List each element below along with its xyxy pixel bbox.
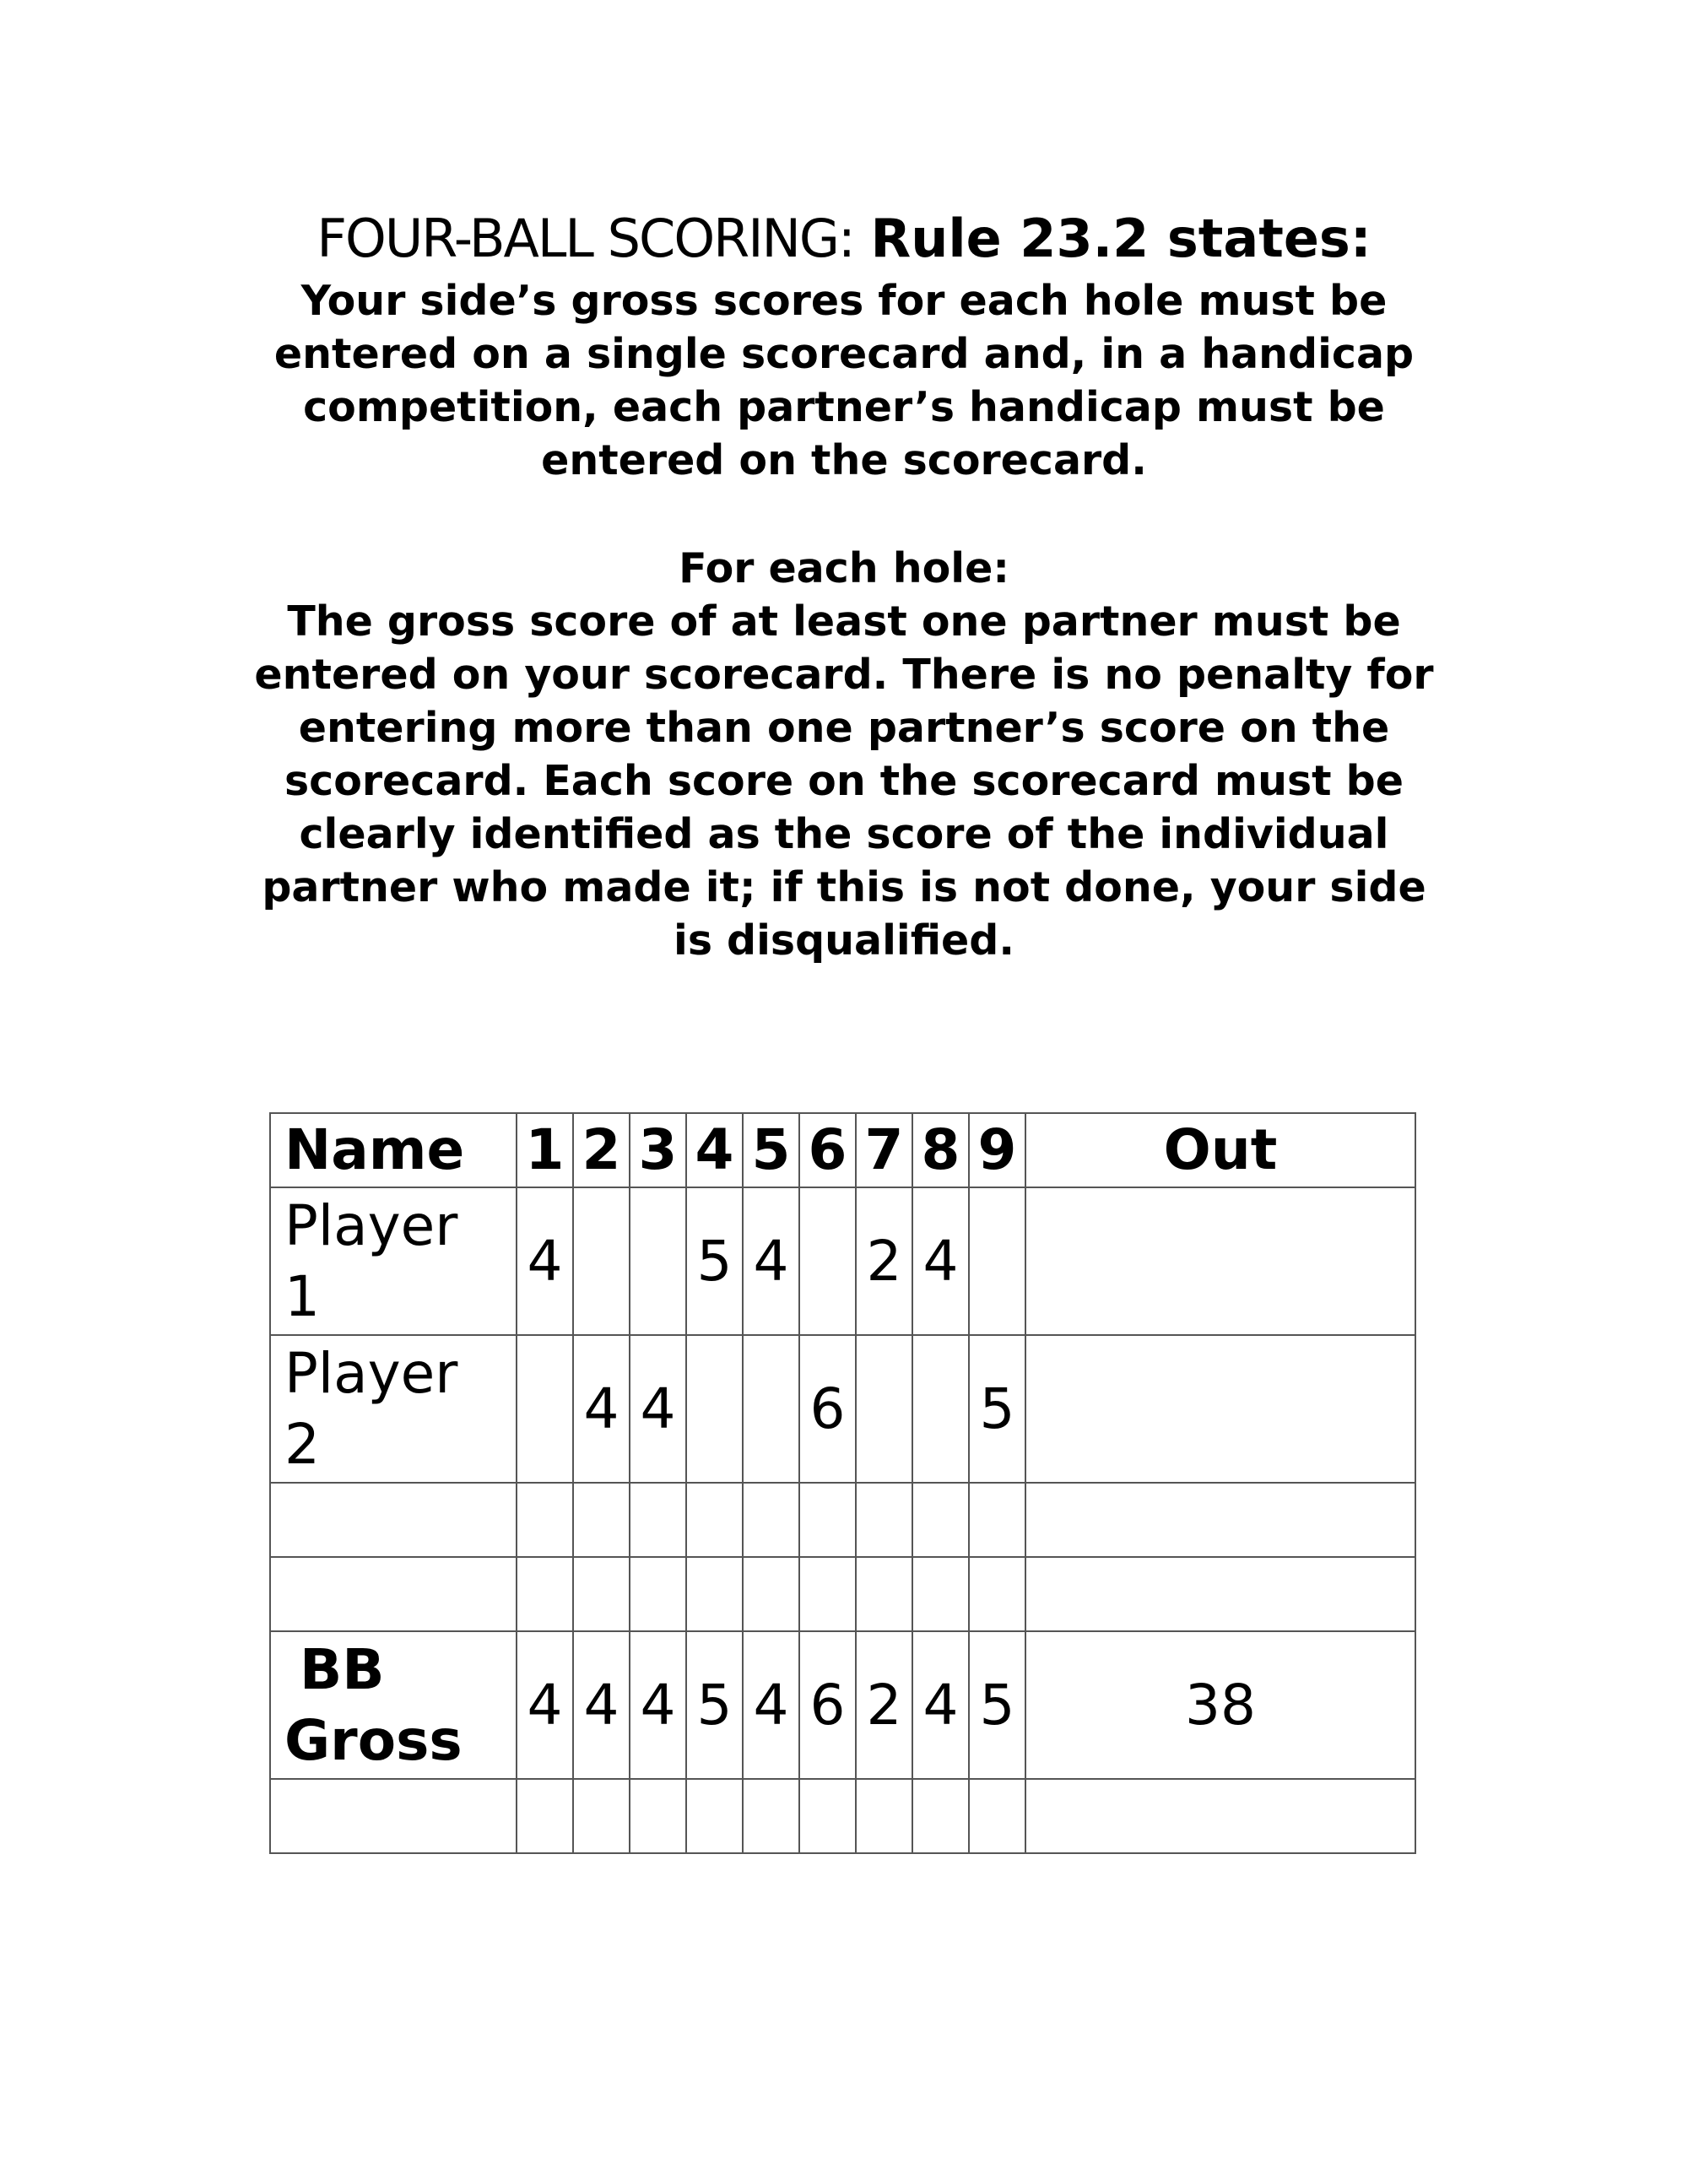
score-hole-7 — [856, 1557, 912, 1631]
title-lead: FOUR-BALL SCORING: — [316, 208, 854, 269]
header-hole-1: 1 — [517, 1113, 573, 1187]
score-hole-8 — [912, 1779, 969, 1853]
header-out: Out — [1025, 1113, 1415, 1187]
score-hole-6 — [799, 1187, 856, 1335]
score-hole-2: 4 — [573, 1631, 630, 1779]
score-hole-7: 2 — [856, 1187, 912, 1335]
scorecard-header-row — [270, 1113, 1415, 1187]
row-name-cell — [270, 1335, 517, 1483]
score-hole-3 — [630, 1483, 686, 1557]
score-hole-1: 4 — [517, 1631, 573, 1779]
score-hole-6: 6 — [799, 1631, 856, 1779]
header-hole-6: 6 — [799, 1113, 856, 1187]
score-hole-2 — [573, 1779, 630, 1853]
row-name-line1: Player — [284, 1340, 458, 1406]
score-hole-1 — [517, 1557, 573, 1631]
title-rule: Rule 23.2 states: — [870, 208, 1372, 269]
each-hole-body: The gross score of at least one partner must be entered on your scorecard. There is no penalty for entering more than one partner’s score on the scorecard. Each score on the scorecard must be clearly identified as the score of the individual partner who made it; if this is not done, your side is disqualified. — [254, 597, 1434, 965]
header-hole-2: 2 — [573, 1113, 630, 1187]
row-name-cell — [270, 1631, 517, 1779]
score-out — [1025, 1483, 1415, 1557]
score-hole-7 — [856, 1335, 912, 1483]
score-hole-4 — [686, 1335, 743, 1483]
each-hole-heading: For each hole: — [679, 544, 1009, 592]
row-name-line2: 1 — [284, 1263, 320, 1329]
score-hole-9: 5 — [969, 1631, 1025, 1779]
scorecard-table — [269, 1112, 1416, 1854]
score-hole-7 — [856, 1483, 912, 1557]
score-hole-1 — [517, 1335, 573, 1483]
scorecard-row-player-1 — [270, 1187, 1415, 1335]
header-hole-7: 7 — [856, 1113, 912, 1187]
rule-paragraph-each-hole — [253, 542, 1435, 967]
header-hole-5: 5 — [743, 1113, 799, 1187]
header-hole-4: 4 — [686, 1113, 743, 1187]
score-hole-2 — [573, 1557, 630, 1631]
score-hole-4 — [686, 1557, 743, 1631]
score-hole-6: 6 — [799, 1335, 856, 1483]
score-hole-2 — [573, 1483, 630, 1557]
row-name-cell — [270, 1483, 517, 1557]
score-hole-1 — [517, 1779, 573, 1853]
score-hole-9 — [969, 1187, 1025, 1335]
score-hole-7: 2 — [856, 1631, 912, 1779]
score-hole-9 — [969, 1557, 1025, 1631]
score-hole-6 — [799, 1483, 856, 1557]
score-hole-4 — [686, 1779, 743, 1853]
row-name-cell — [270, 1187, 517, 1335]
score-hole-2 — [573, 1187, 630, 1335]
score-hole-5 — [743, 1335, 799, 1483]
score-hole-9 — [969, 1483, 1025, 1557]
score-hole-9: 5 — [969, 1335, 1025, 1483]
score-out — [1025, 1779, 1415, 1853]
row-name-line1: BB — [300, 1636, 385, 1702]
score-hole-5 — [743, 1557, 799, 1631]
header-hole-8: 8 — [912, 1113, 969, 1187]
header-hole-9: 9 — [969, 1113, 1025, 1187]
row-name-cell — [270, 1557, 517, 1631]
scorecard-row-bb-gross — [270, 1631, 1415, 1779]
scorecard-row-blank-3 — [270, 1779, 1415, 1853]
score-hole-5 — [743, 1779, 799, 1853]
page-title — [0, 205, 1688, 273]
header-hole-3: 3 — [630, 1113, 686, 1187]
header-name: Name — [270, 1113, 517, 1187]
score-out — [1025, 1557, 1415, 1631]
score-hole-2: 4 — [573, 1335, 630, 1483]
score-hole-8: 4 — [912, 1187, 969, 1335]
score-out: 38 — [1025, 1631, 1415, 1779]
score-hole-9 — [969, 1779, 1025, 1853]
score-hole-3 — [630, 1779, 686, 1853]
score-hole-8 — [912, 1483, 969, 1557]
score-hole-6 — [799, 1557, 856, 1631]
score-hole-4: 5 — [686, 1187, 743, 1335]
row-name-cell — [270, 1779, 517, 1853]
score-hole-5: 4 — [743, 1187, 799, 1335]
scorecard-row-blank-1 — [270, 1483, 1415, 1557]
score-hole-8: 4 — [912, 1631, 969, 1779]
scorecard-row-player-2 — [270, 1335, 1415, 1483]
rule-paragraph-scorecard: Your side’s gross scores for each hole must be entered on a single scorecard and, in a handicap competition, each partner’s handicap must be entered on the scorecard. — [273, 277, 1415, 484]
scorecard-row-blank-2 — [270, 1557, 1415, 1631]
score-hole-3: 4 — [630, 1335, 686, 1483]
score-hole-8 — [912, 1335, 969, 1483]
score-hole-4: 5 — [686, 1631, 743, 1779]
score-hole-8 — [912, 1557, 969, 1631]
score-hole-3 — [630, 1557, 686, 1631]
score-out — [1025, 1187, 1415, 1335]
score-hole-1: 4 — [517, 1187, 573, 1335]
score-hole-7 — [856, 1779, 912, 1853]
row-name-line2: Gross — [284, 1707, 463, 1773]
score-hole-5: 4 — [743, 1631, 799, 1779]
row-name-line2: 2 — [284, 1411, 320, 1477]
score-hole-3 — [630, 1187, 686, 1335]
score-hole-4 — [686, 1483, 743, 1557]
score-out — [1025, 1335, 1415, 1483]
row-name-line1: Player — [284, 1192, 458, 1258]
score-hole-3: 4 — [630, 1631, 686, 1779]
score-hole-6 — [799, 1779, 856, 1853]
score-hole-1 — [517, 1483, 573, 1557]
score-hole-5 — [743, 1483, 799, 1557]
